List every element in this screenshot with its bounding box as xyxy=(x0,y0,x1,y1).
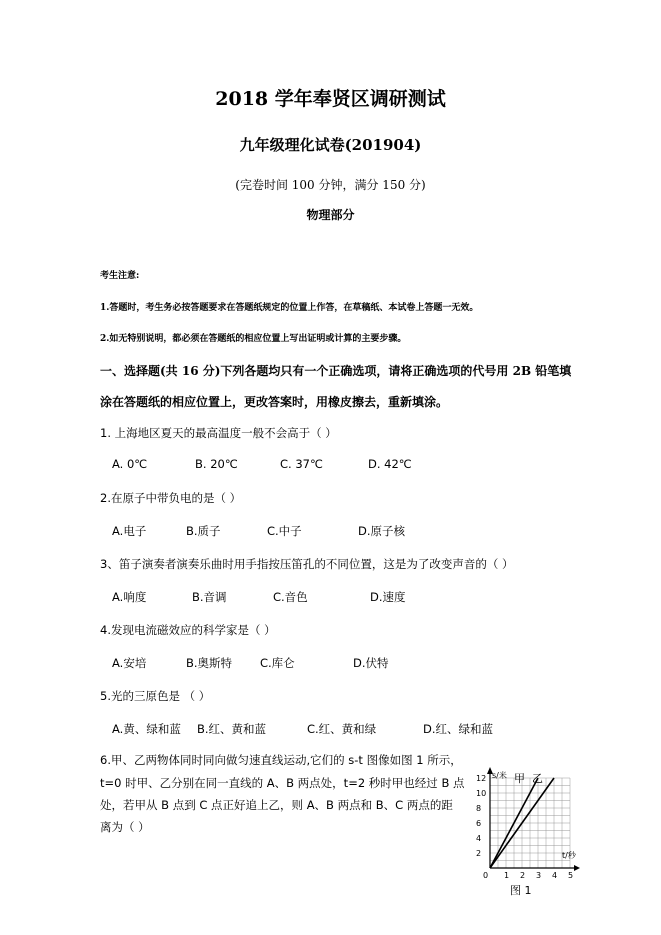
x-tick-label: 1 xyxy=(504,871,510,880)
option-d: D.原子核 xyxy=(358,524,406,538)
y-tick-label: 4 xyxy=(476,834,482,843)
option-c: C.中子 xyxy=(267,524,302,538)
series-label-jia: 甲 xyxy=(514,772,525,785)
notice-item-1: 1.答题时，考生务必按答题要求在答题纸规定的位置上作答，在草稿纸、本试卷上答题一无效。 xyxy=(100,303,479,313)
option-b: B.红、黄和蓝 xyxy=(197,722,267,736)
x-axis-unit: t/秒 xyxy=(562,851,576,860)
st-graph-figure xyxy=(474,760,600,900)
question-stem: 5.光的三原色是 （ ） xyxy=(100,689,211,703)
question-stem: 4.发现电流磁效应的科学家是（ ） xyxy=(100,623,276,637)
y-tick-label: 6 xyxy=(476,819,482,828)
x-tick-label: 2 xyxy=(520,871,526,880)
question-line-3: 处，若甲从 B 点到 C 点正好追上乙，则 A、B 两点和 B、C 两点的距 xyxy=(100,798,453,812)
x-tick-label: 3 xyxy=(536,871,542,880)
y-axis-unit: s/米 xyxy=(492,771,507,780)
option-b: B.音调 xyxy=(192,590,227,604)
option-c: C.库仑 xyxy=(260,656,295,670)
option-c: C. 37℃ xyxy=(280,457,323,471)
y-tick-label: 2 xyxy=(476,849,482,858)
option-a: A. 0℃ xyxy=(112,457,148,471)
exam-subtitle: 九年级理化试卷(201904) xyxy=(239,136,422,154)
origin-label: 0 xyxy=(483,871,489,880)
option-b: B. 20℃ xyxy=(195,457,238,471)
question-line-1: 6.甲、乙两物体同时同向做匀速直线运动,它们的 s-t 图像如图 1 所示， xyxy=(100,753,462,767)
option-c: C.音色 xyxy=(273,590,308,604)
section-line-2: 涂在答题纸的相应位置上，更改答案时，用橡皮擦去，重新填涂。 xyxy=(100,395,449,409)
option-c: C.红、黄和绿 xyxy=(307,722,377,736)
question-line-2: t=0 时甲、乙分别在同一直线的 A、B 两点处，t=2 秒时甲也经过 B 点 xyxy=(100,776,465,790)
question-line-4: 离为（ ） xyxy=(100,820,150,834)
x-tick-label: 5 xyxy=(568,871,574,880)
question-stem: 3、笛子演奏者演奏乐曲时用手指按压笛孔的不同位置，这是为了改变声音的（ ） xyxy=(100,557,514,571)
option-a: A.响度 xyxy=(112,590,147,604)
question-stem: 2.在原子中带负电的是（ ） xyxy=(100,491,242,505)
question-stem: 1. 上海地区夏天的最高温度一般不会高于（ ） xyxy=(100,426,337,440)
x-tick-label: 4 xyxy=(552,871,558,880)
option-d: D.伏特 xyxy=(353,656,389,670)
option-d: D. 42℃ xyxy=(368,457,412,471)
option-b: B.质子 xyxy=(186,524,221,538)
option-a: A.安培 xyxy=(112,656,147,670)
notice-heading: 考生注意: xyxy=(100,271,140,281)
series-label-yi: 乙 xyxy=(532,772,543,785)
time-info: (完卷时间 100 分钟，满分 150 分) xyxy=(235,178,426,192)
option-d: D.速度 xyxy=(370,590,406,604)
section-line-1: 一、选择题(共 16 分)下列各题均只有一个正确选项，请将正确选项的代号用 2B 铅笔填 xyxy=(100,364,572,378)
option-b: B.奥斯特 xyxy=(186,656,233,670)
x-axis-arrow xyxy=(574,865,580,871)
exam-title: 2018 学年奉贤区调研测试 xyxy=(215,88,446,110)
option-a: A.电子 xyxy=(112,524,147,538)
figure-caption: 图 1 xyxy=(510,884,532,897)
y-tick-label: 10 xyxy=(476,789,487,798)
y-tick-label: 8 xyxy=(476,804,482,813)
option-a: A.黄、绿和蓝 xyxy=(112,722,181,736)
y-tick-label: 12 xyxy=(476,774,487,783)
part-title: 物理部分 xyxy=(306,208,355,222)
option-d: D.红、绿和蓝 xyxy=(423,722,494,736)
notice-item-2: 2.如无特别说明，都必须在答题纸的相应位置上写出证明或计算的主要步骤。 xyxy=(100,334,407,344)
